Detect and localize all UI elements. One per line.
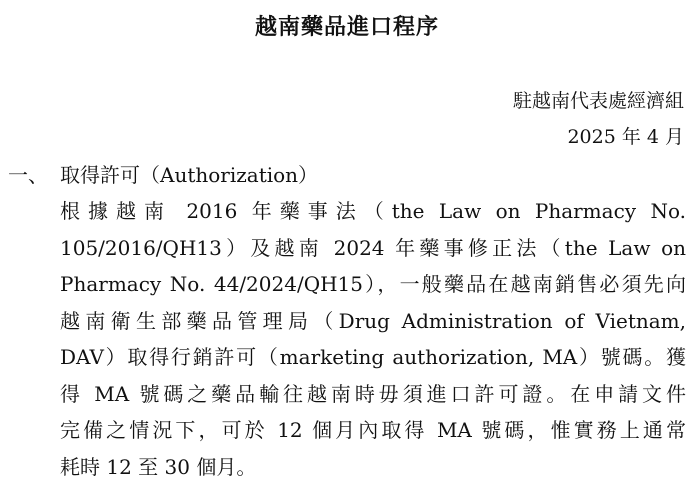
issuing-organization: 駐越南代表處經濟組 [513,86,684,113]
body-line: Pharmacy No. 44/2024/QH15），一般藥品在越南銷售必須先向 [60,266,686,303]
body-line: DAV）取得行銷許可（marketing authorization, MA）號碼。獲 [60,339,686,376]
body-line: 完備之情況下，可於 12 個月內取得 MA 號碼，惟實務上通常 [60,412,686,449]
section-heading-text: 取得許可（Authorization） [60,163,318,187]
section-number: 一、 [8,159,60,188]
body-line: 越南衛生部藥品管理局（Drug Administration of Vietnam, [60,303,686,340]
document-date: 2025 年 4 月 [567,122,684,149]
section-heading [8,159,318,188]
body-line: 耗時 12 至 30 個月。 [60,449,686,485]
section-body [60,193,686,485]
body-line: 105/2016/QH13）及越南 2024 年藥事修正法（the Law on [60,230,686,267]
body-line: 得 MA 號碼之藥品輸往越南時毋須進口許可證。在申請文件 [60,376,686,413]
body-line: 根據越南 2016 年藥事法（the Law on Pharmacy No. [60,193,686,230]
document-title: 越南藥品進口程序 [0,10,694,41]
